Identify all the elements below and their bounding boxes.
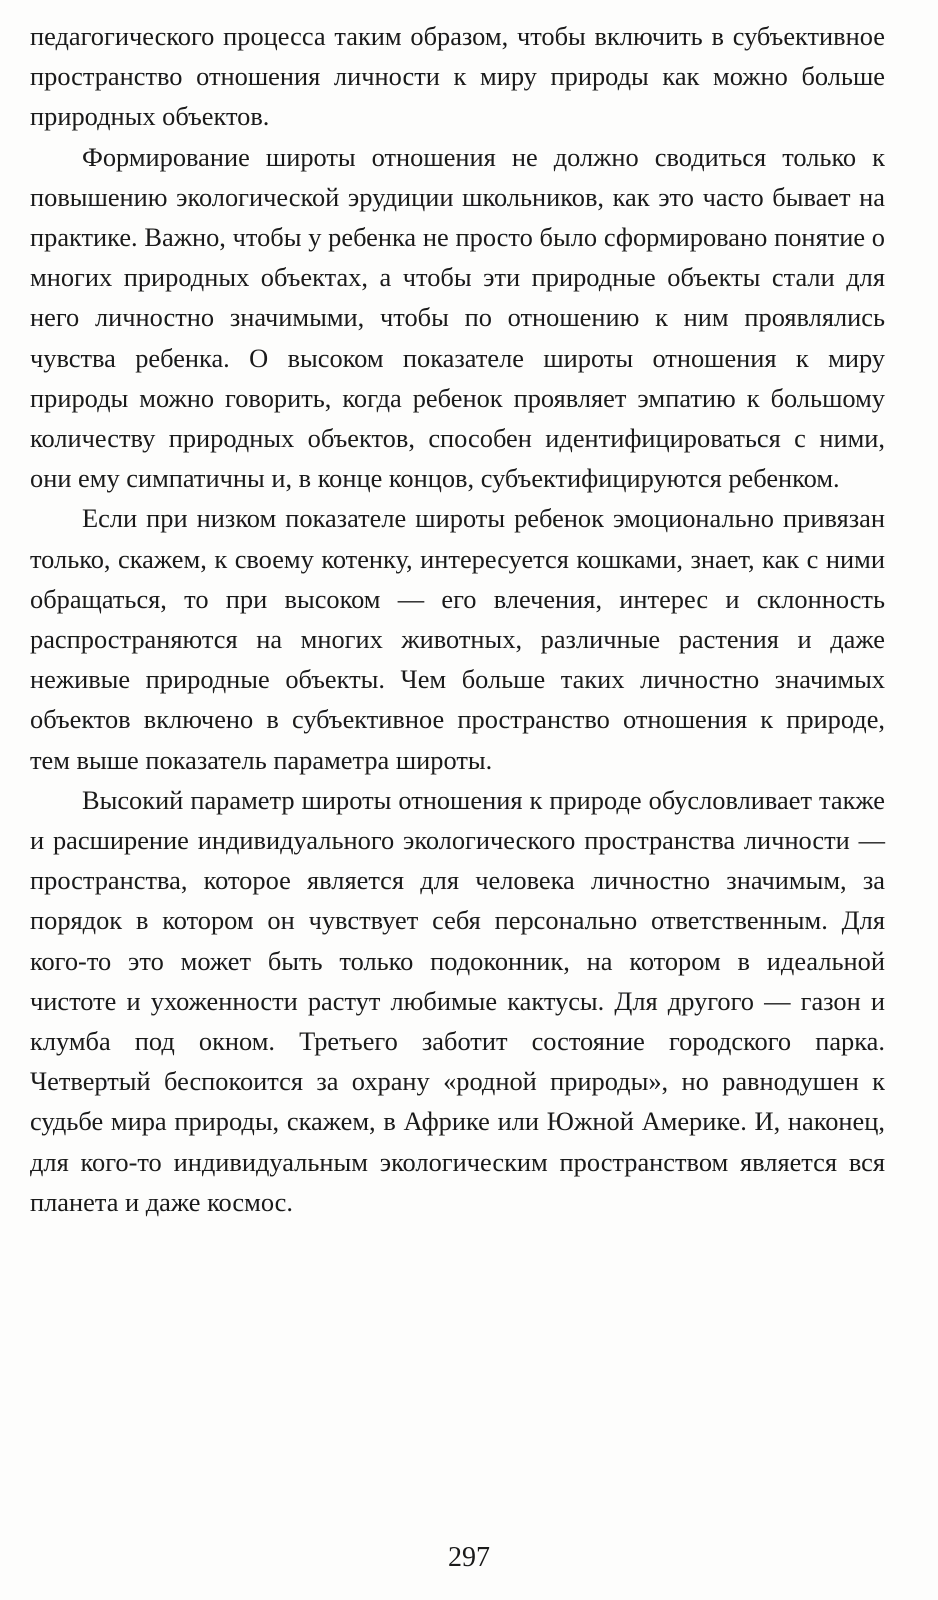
paragraph-low-high-breadth: Если при низком показателе широты ребенок эмоционально привязан только, скажем, к своему котенку, интересуется кошками, знает, как с ними обращаться, то при высоком — его влечения, интерес и склонность распространяются на многих животных, различные растения и даже неживые природные объекты. Чем больше таких личностно значимых объектов включено в субъективное пространство отношения к природе, тем выше показатель параметра широты. — [30, 503, 885, 775]
paragraph-breadth-formation: Формирование широты отношения не должно сводиться только к повышению экологической эрудиции школьников, как это часто бывает на практике. Важно, чтобы у ребенка не просто было сформировано понятие о многих природных объектах, а чтобы эти природные объекты стали для него личностно значимыми, чтобы по отношению к ним проявлялись чувства ребенка. О высоком показателе широты отношения к миру природы можно говорить, когда ребенок проявляет эмпатию к большому количеству природных объектов, способен идентифицироваться с ними, они ему симпатичны и, в конце концов, субъектифицируются ребенком. — [30, 141, 885, 494]
page-number: 297 — [448, 1542, 490, 1573]
body-text — [30, 16, 885, 1222]
paragraph-ecological-space: Высокий параметр широты отношения к природе обусловливает также и расширение индивидуального экологического пространства личности — пространства, которое является для человека личностно значимым, за порядок в котором он чувствует себя персонально ответственным. Для кого-то это может быть только подоконник, на котором в идеальной чистоте и ухоженности растут любимые кактусы. Для другого — газон и клумба под окном. Третьего заботит состояние городского парка. Четвертый беспокоится за охрану «родной природы», но равнодушен к судьбе мира природы, скажем, в Африке или Южной Америке. И, наконец, для кого-то индивидуальным экологическим пространством является вся планета и даже космос. — [30, 784, 885, 1217]
paragraph-continuation: педагогического процесса таким образом, чтобы включить в субъективное пространство отношения личности к миру природы как можно больше природных объектов. — [30, 21, 885, 132]
